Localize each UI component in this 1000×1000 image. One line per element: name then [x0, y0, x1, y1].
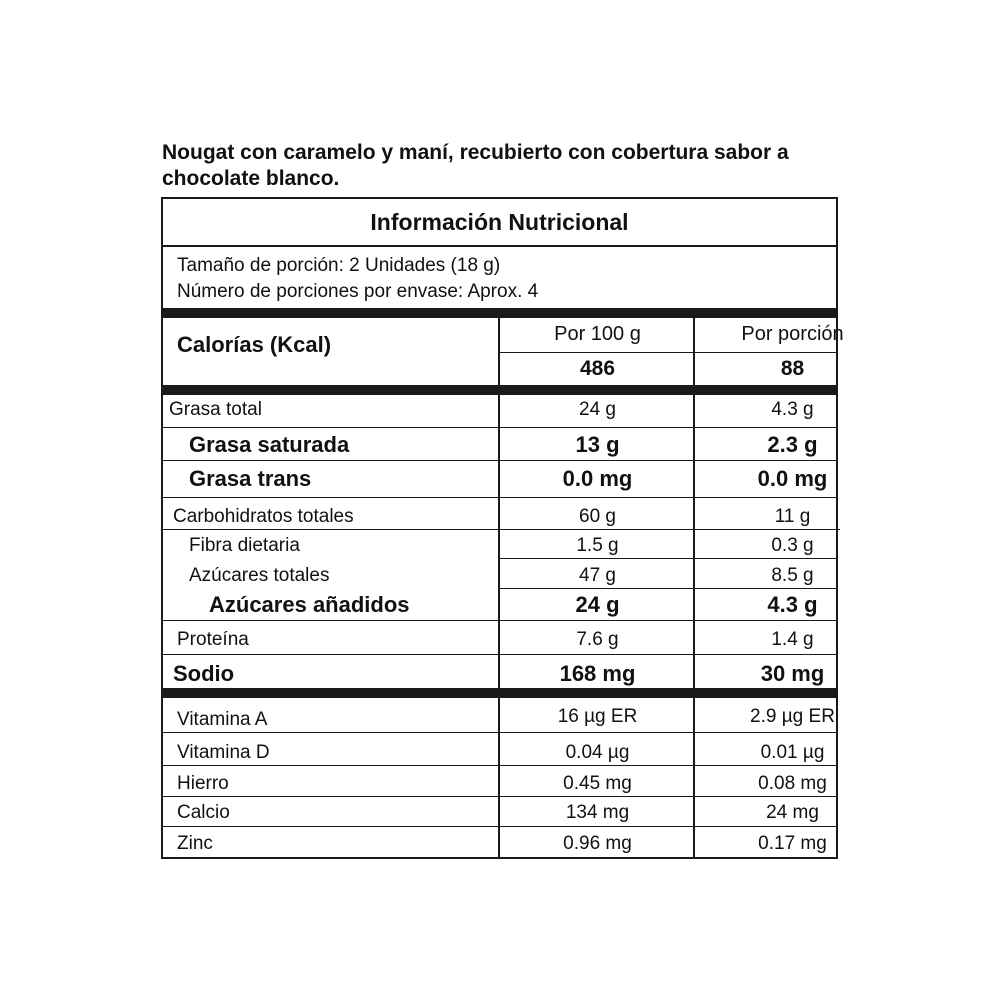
nutrient-per-100g: 13 g — [575, 432, 620, 457]
col-header-per-portion: Por porción — [741, 323, 844, 345]
separator-bar — [163, 688, 836, 698]
nutrient-per-portion: 1.4 g — [771, 629, 814, 650]
nutrient-name: Proteína — [177, 629, 249, 650]
nutrient-name: Carbohidratos totales — [173, 506, 354, 527]
vitamin-per-portion: 0.17 mg — [758, 833, 827, 854]
separator-bar — [163, 385, 836, 395]
row-divider — [163, 620, 836, 621]
row-divider — [500, 588, 838, 589]
vitamin-per-100g: 0.96 mg — [563, 833, 632, 854]
panel-title: Información Nutricional — [163, 199, 836, 247]
product-description: Nougat con caramelo y maní, recubierto con cobertura sabor a chocolate blanco. — [162, 141, 789, 190]
nutrient-per-portion: 0.3 g — [771, 535, 814, 556]
nutrient-name: Azúcares añadidos — [209, 592, 410, 617]
nutrient-per-100g: 1.5 g — [576, 535, 619, 556]
vitamin-per-portion: 0.01 µg — [760, 742, 825, 763]
vitamin-name: Hierro — [177, 773, 229, 794]
row-divider — [163, 497, 836, 498]
nutrient-per-portion: 8.5 g — [771, 565, 814, 586]
serving-info — [177, 253, 538, 305]
vitamin-name: Vitamina A — [177, 709, 268, 730]
nutrient-per-100g: 7.6 g — [576, 629, 619, 650]
nutrient-per-100g: 168 mg — [559, 661, 636, 686]
nutrient-per-100g: 24 g — [575, 592, 620, 617]
nutrient-per-100g: 60 g — [579, 506, 616, 527]
nutrient-per-portion: 4.3 g — [767, 592, 818, 617]
row-divider — [163, 765, 836, 766]
separator-bar — [163, 308, 836, 318]
nutrient-per-100g: 24 g — [579, 399, 616, 420]
nutrient-name: Grasa trans — [189, 466, 312, 491]
vitamin-per-100g: 16 µg ER — [557, 706, 638, 727]
servings-per-container: Número de porciones por envase: Aprox. 4 — [177, 281, 539, 302]
nutrient-per-100g: 0.0 mg — [562, 466, 633, 491]
row-divider — [163, 427, 836, 428]
vitamin-per-portion: 24 mg — [766, 802, 819, 823]
vitamin-name: Vitamina D — [177, 742, 270, 763]
row-divider — [500, 352, 838, 353]
vitamin-per-portion: 2.9 µg ER — [750, 706, 835, 727]
vitamin-per-100g: 0.04 µg — [565, 742, 630, 763]
vitamin-name: Zinc — [177, 833, 213, 854]
row-divider — [163, 732, 836, 733]
row-divider — [163, 654, 836, 655]
nutrition-facts-panel — [161, 197, 844, 859]
row-divider — [163, 460, 836, 461]
row-divider — [163, 529, 840, 530]
calories-label: Calorías (Kcal) — [177, 332, 332, 357]
vitamin-per-100g: 0.45 mg — [563, 773, 632, 794]
vitamin-per-portion: 0.08 mg — [758, 773, 827, 794]
row-divider — [500, 558, 838, 559]
serving-size: Tamaño de porción: 2 Unidades (18 g) — [177, 255, 501, 276]
vitamin-name: Calcio — [177, 802, 230, 823]
row-divider — [163, 826, 836, 827]
col-header-per-100g: Por 100 g — [554, 323, 641, 345]
nutrient-per-portion: 30 mg — [760, 661, 825, 686]
calories-per-100g: 486 — [579, 357, 616, 380]
nutrient-name: Fibra dietaria — [189, 535, 300, 556]
nutrient-per-100g: 47 g — [579, 565, 616, 586]
row-divider — [163, 796, 836, 797]
nutrient-name: Grasa total — [169, 399, 262, 420]
nutrient-per-portion: 4.3 g — [771, 399, 814, 420]
nutrient-name: Azúcares totales — [189, 565, 330, 586]
nutrient-per-portion: 11 g — [774, 506, 811, 527]
nutrient-per-portion: 2.3 g — [767, 432, 818, 457]
calories-per-portion: 88 — [780, 357, 805, 380]
nutrient-per-portion: 0.0 mg — [757, 466, 828, 491]
nutrient-name: Grasa saturada — [189, 432, 350, 457]
vitamin-per-100g: 134 mg — [565, 802, 630, 823]
nutrient-name: Sodio — [173, 661, 235, 686]
